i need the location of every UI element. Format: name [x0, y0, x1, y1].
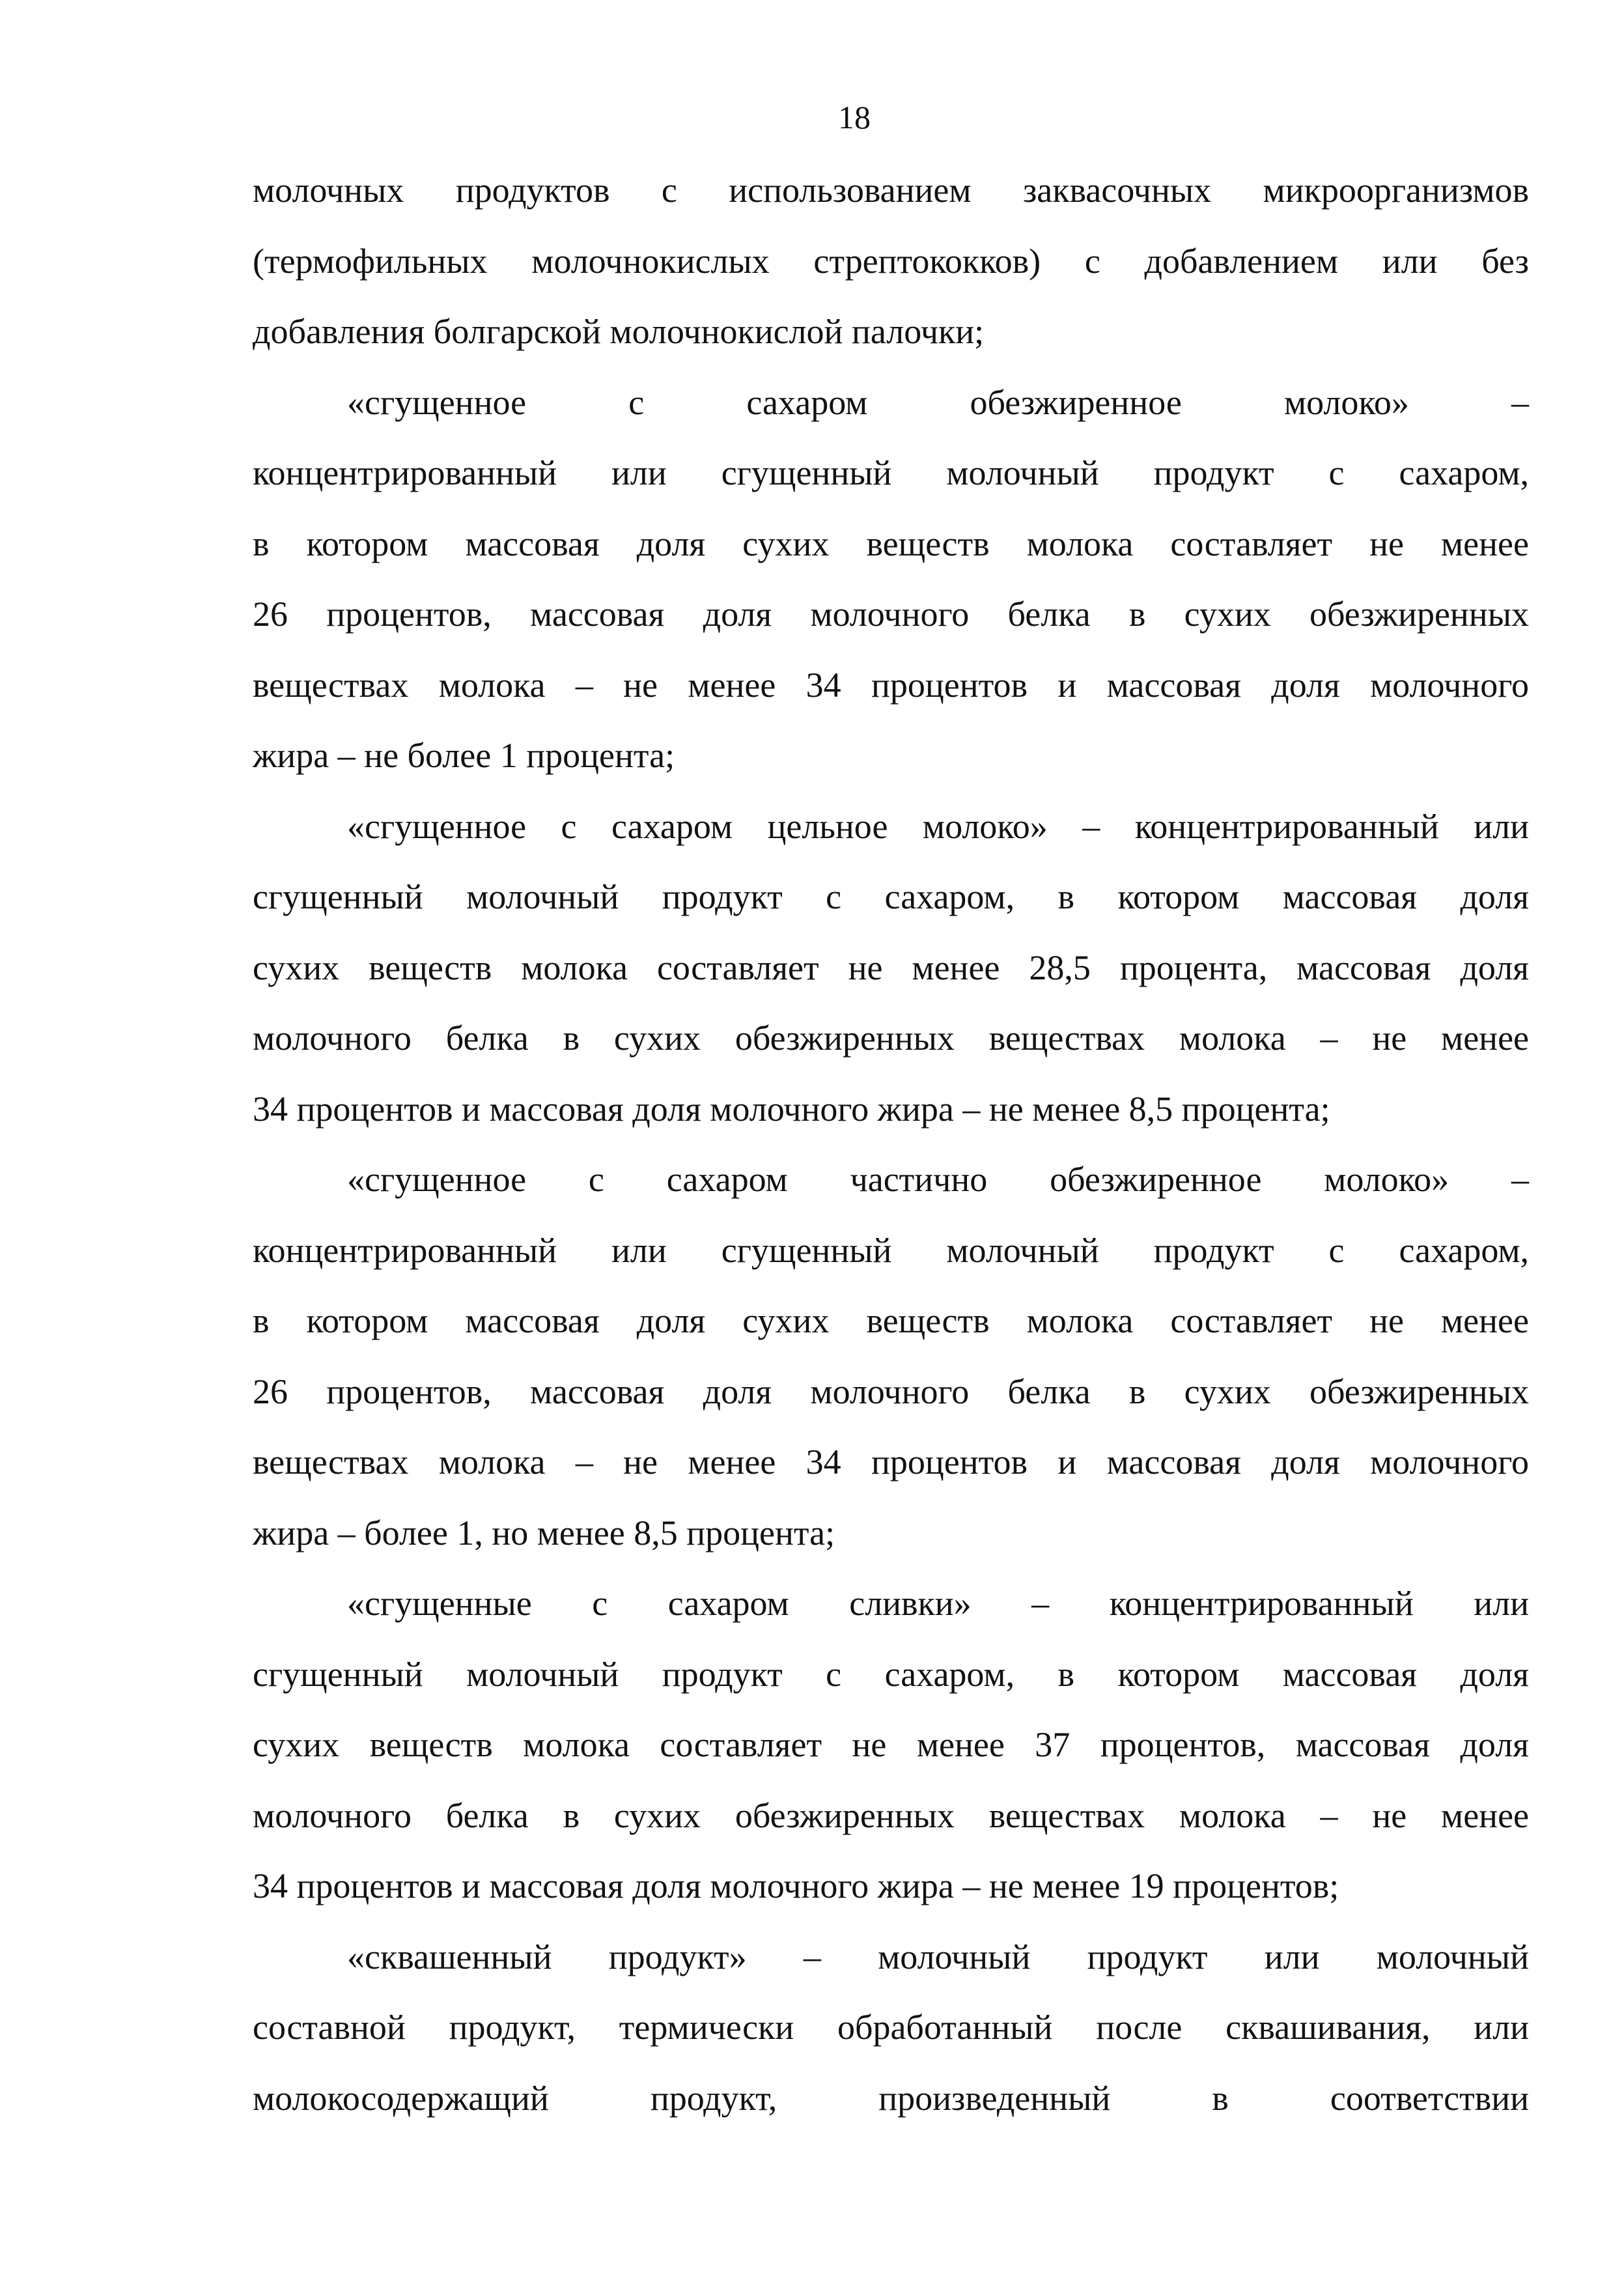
- text-line: молокосодержащий продукт, произведенный в соответствии: [253, 2078, 1529, 2118]
- page-number: 18: [838, 99, 871, 135]
- text-line: «сквашенный продукт» – молочный продукт или молочный: [347, 1937, 1529, 1976]
- text-line: «сгущенное с сахаром обезжиренное молоко» –: [347, 382, 1529, 422]
- text-line: жира – не более 1 процента;: [253, 736, 675, 775]
- text-line: сгущенный молочный продукт с сахаром, в котором массовая доля: [253, 877, 1529, 916]
- text-line: 34 процентов и массовая доля молочного жира – не менее 8,5 процента;: [253, 1089, 1330, 1129]
- text-line: молочного белка в сухих обезжиренных веществах молока – не менее: [253, 1018, 1529, 1058]
- text-line: «сгущенные с сахаром сливки» – концентрированный или: [347, 1584, 1529, 1623]
- text-line: сухих веществ молока составляет не менее 37 процентов, массовая доля: [253, 1725, 1529, 1764]
- document-body: [253, 155, 1529, 2133]
- text-line: молочного белка в сухих обезжиренных веществах молока – не менее: [253, 1795, 1529, 1835]
- text-line: (термофильных молочнокислых стрептококков) с добавлением или без: [253, 241, 1529, 281]
- text-line: 26 процентов, массовая доля молочного белка в сухих обезжиренных: [253, 1371, 1529, 1411]
- text-line: сухих веществ молока составляет не менее 28,5 процента, массовая доля: [253, 948, 1529, 987]
- text-line: составной продукт, термически обработанный после сквашивания, или: [253, 2008, 1529, 2047]
- text-line: веществах молока – не менее 34 процентов и массовая доля молочного: [253, 665, 1529, 705]
- text-line: «сгущенное с сахаром частично обезжиренное молоко» –: [347, 1160, 1529, 1199]
- text-line: 26 процентов, массовая доля молочного белка в сухих обезжиренных: [253, 595, 1529, 634]
- text-line: сгущенный молочный продукт с сахаром, в котором массовая доля: [253, 1654, 1529, 1694]
- text-line: веществах молока – не менее 34 процентов и массовая доля молочного: [253, 1442, 1529, 1482]
- text-line: концентрированный или сгущенный молочный продукт с сахаром,: [253, 1230, 1529, 1270]
- text-line: жира – более 1, но менее 8,5 процента;: [253, 1513, 835, 1552]
- text-line: в котором массовая доля сухих веществ молока составляет не менее: [253, 1301, 1529, 1340]
- text-line: в котором массовая доля сухих веществ молока составляет не менее: [253, 524, 1529, 563]
- text-line: добавления болгарской молочнокислой палочки;: [253, 312, 985, 351]
- text-line: 34 процентов и массовая доля молочного жира – не менее 19 процентов;: [253, 1866, 1339, 1905]
- text-line: «сгущенное с сахаром цельное молоко» – концентрированный или: [347, 806, 1529, 846]
- text-line: молочных продуктов с использованием заквасочных микроорганизмов: [253, 171, 1529, 210]
- text-line: концентрированный или сгущенный молочный продукт с сахаром,: [253, 453, 1529, 492]
